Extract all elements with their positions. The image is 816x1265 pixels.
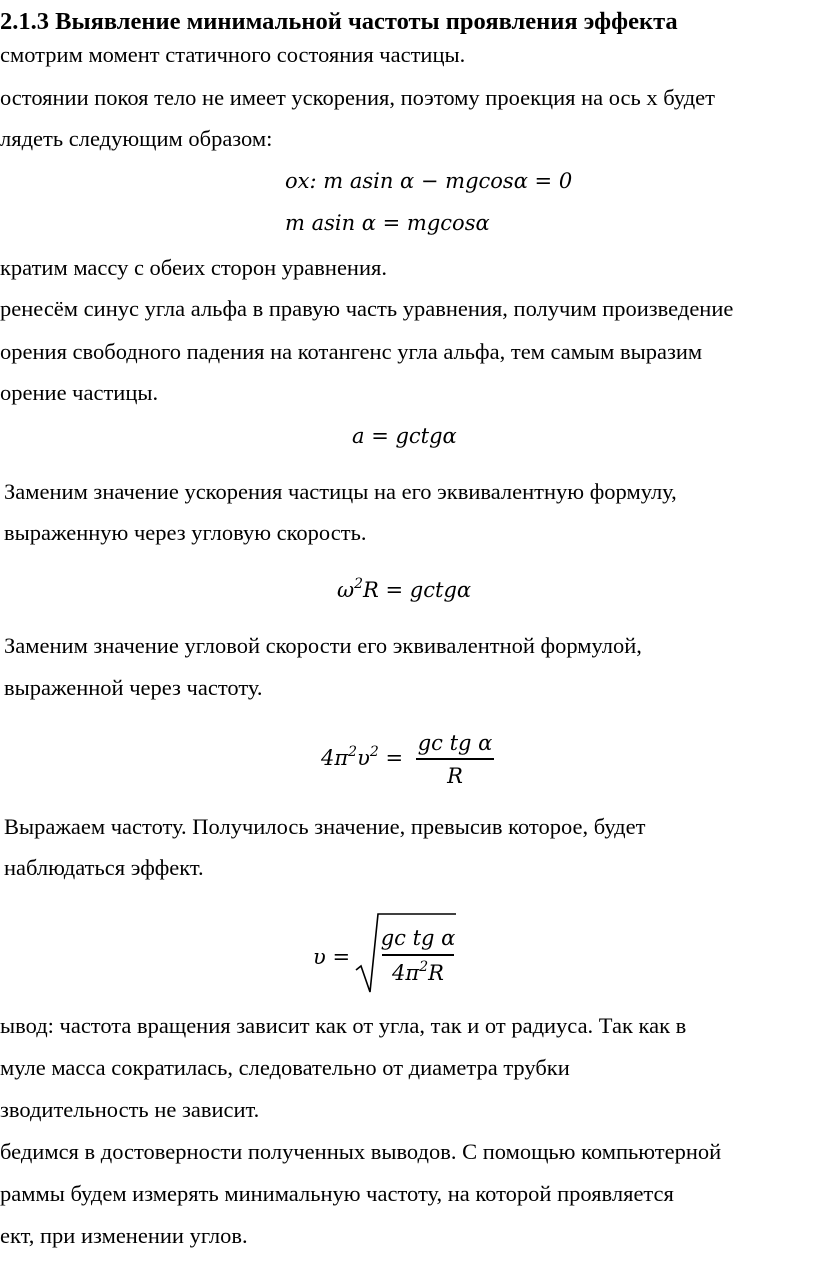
equation-frequency-lhs: $4\pi^2\upsilon^2$ = [321,744,404,770]
paragraph-line: остоянии покоя тело не имеет ускорения, поэтому проекция на ось x будет [0,85,715,110]
section-heading: 2.1.3 Выявление минимальной частоты проявления эффекта [0,8,678,35]
paragraph-line: Выражаем частоту. Получилось значение, превысив которое, будет [4,814,646,839]
paragraph-line: раммы будем измерять минимальную частоту, на которой проявляется [0,1181,674,1206]
paragraph-line: ренесём синус угла альфа в правую часть уравнения, получим произведение [0,296,734,321]
paragraph-line: выраженную через угловую скорость. [4,520,367,545]
root-denominator: $4\pi^2R$ [392,959,444,985]
paragraph-line: выраженной через частоту. [4,675,263,700]
equation-projection: ox: m asin α − mgcosα = 0 [285,169,573,193]
paragraph-line: лядеть следующим образом: [0,126,273,151]
paragraph-line: Заменим значение ускорения частицы на его эквивалентную формулу, [4,479,677,504]
fraction-bar [416,758,494,760]
paragraph-line: зводительность не зависит. [0,1097,260,1122]
paragraph-line: Заменим значение угловой скорости его эквивалентной формулой, [4,633,642,658]
paragraph-line: ект, при изменении углов. [0,1223,248,1248]
paragraph-line: орения свободного падения на котангенс угла альфа, тем самым выразим [0,339,703,364]
root-fraction-bar [382,954,454,956]
fraction-numerator: gc tg α [417,731,493,755]
paragraph-line: орение частицы. [0,380,159,405]
paragraph-line: бедимся в достоверности полученных выводов. С помощью компьютерной [0,1139,722,1164]
paragraph-line: ывод: частота вращения зависит как от угла, так и от радиуса. Так как в [0,1013,687,1038]
root-numerator: gc tg α [380,926,456,950]
equation-balance: m asin α = mgcosα [285,211,490,235]
equation-result-lhs: υ = [313,945,351,969]
paragraph-line: смотрим момент статичного состояния частицы. [0,42,466,67]
fraction-denominator: R [447,764,463,788]
equation-acceleration: a = gctgα [352,424,457,448]
paragraph-line: наблюдаться эффект. [4,855,204,880]
equation-angular-velocity: $\omega^2R$ = gctgα [337,576,472,602]
paragraph-line: кратим массу с обеих сторон уравнения. [0,255,387,280]
paragraph-line: муле масса сократилась, следовательно от диаметра трубки [0,1055,570,1080]
